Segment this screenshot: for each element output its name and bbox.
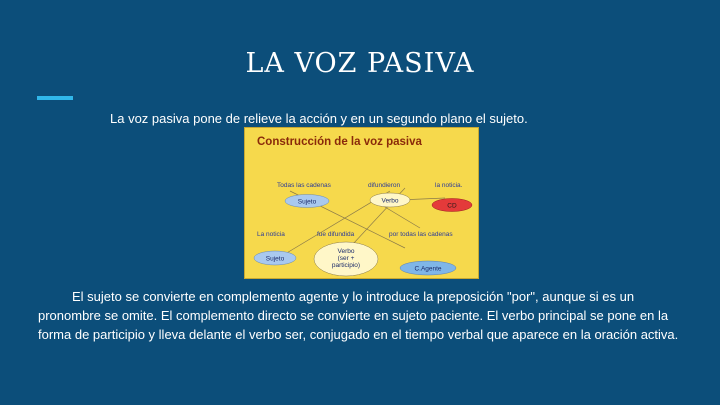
passive-subject-phrase: La noticia bbox=[257, 231, 285, 238]
cagente-label: C.Agente bbox=[414, 265, 442, 273]
subject-label-bottom: Sujeto bbox=[265, 255, 285, 263]
passive-voice-diagram bbox=[244, 127, 479, 279]
passive-agent-phrase: por todas las cadenas bbox=[389, 231, 453, 238]
verb-label-bottom-line3: participio) bbox=[331, 262, 361, 269]
subject-label-top: Sujeto bbox=[297, 198, 317, 206]
verb-label-bottom-line2: (ser + bbox=[337, 255, 355, 262]
slide-title: LA VOZ PASIVA bbox=[245, 48, 475, 79]
active-subject-phrase: Todas las cadenas bbox=[277, 182, 331, 189]
title-accent-bar bbox=[37, 96, 73, 100]
verb-label-top: Verbo bbox=[381, 197, 399, 205]
diagram-title: Construcción de la voz pasiva bbox=[257, 136, 422, 148]
passive-verb-phrase: fue difundida bbox=[317, 231, 355, 238]
slide-body-text: El sujeto se convierte en complemento agente y lo introduce la preposición "por", aunque si es un pronombre se omite. El complemento directo se convierte en sujeto paciente. El verbo principal se pone en la forma de participio y lleva delante el verbo ser, conjugado en el tiempo verbal que aparece en la oración activa. bbox=[38, 289, 679, 342]
verb-label-bottom-line1: Verbo bbox=[337, 248, 355, 255]
slide-subtitle: La voz pasiva pone de relieve la acción y en un segundo plano el sujeto. bbox=[110, 111, 528, 126]
cd-label: CD bbox=[447, 202, 457, 210]
active-object-phrase: la noticia. bbox=[435, 182, 463, 189]
active-verb-phrase: difundieron bbox=[368, 182, 401, 189]
